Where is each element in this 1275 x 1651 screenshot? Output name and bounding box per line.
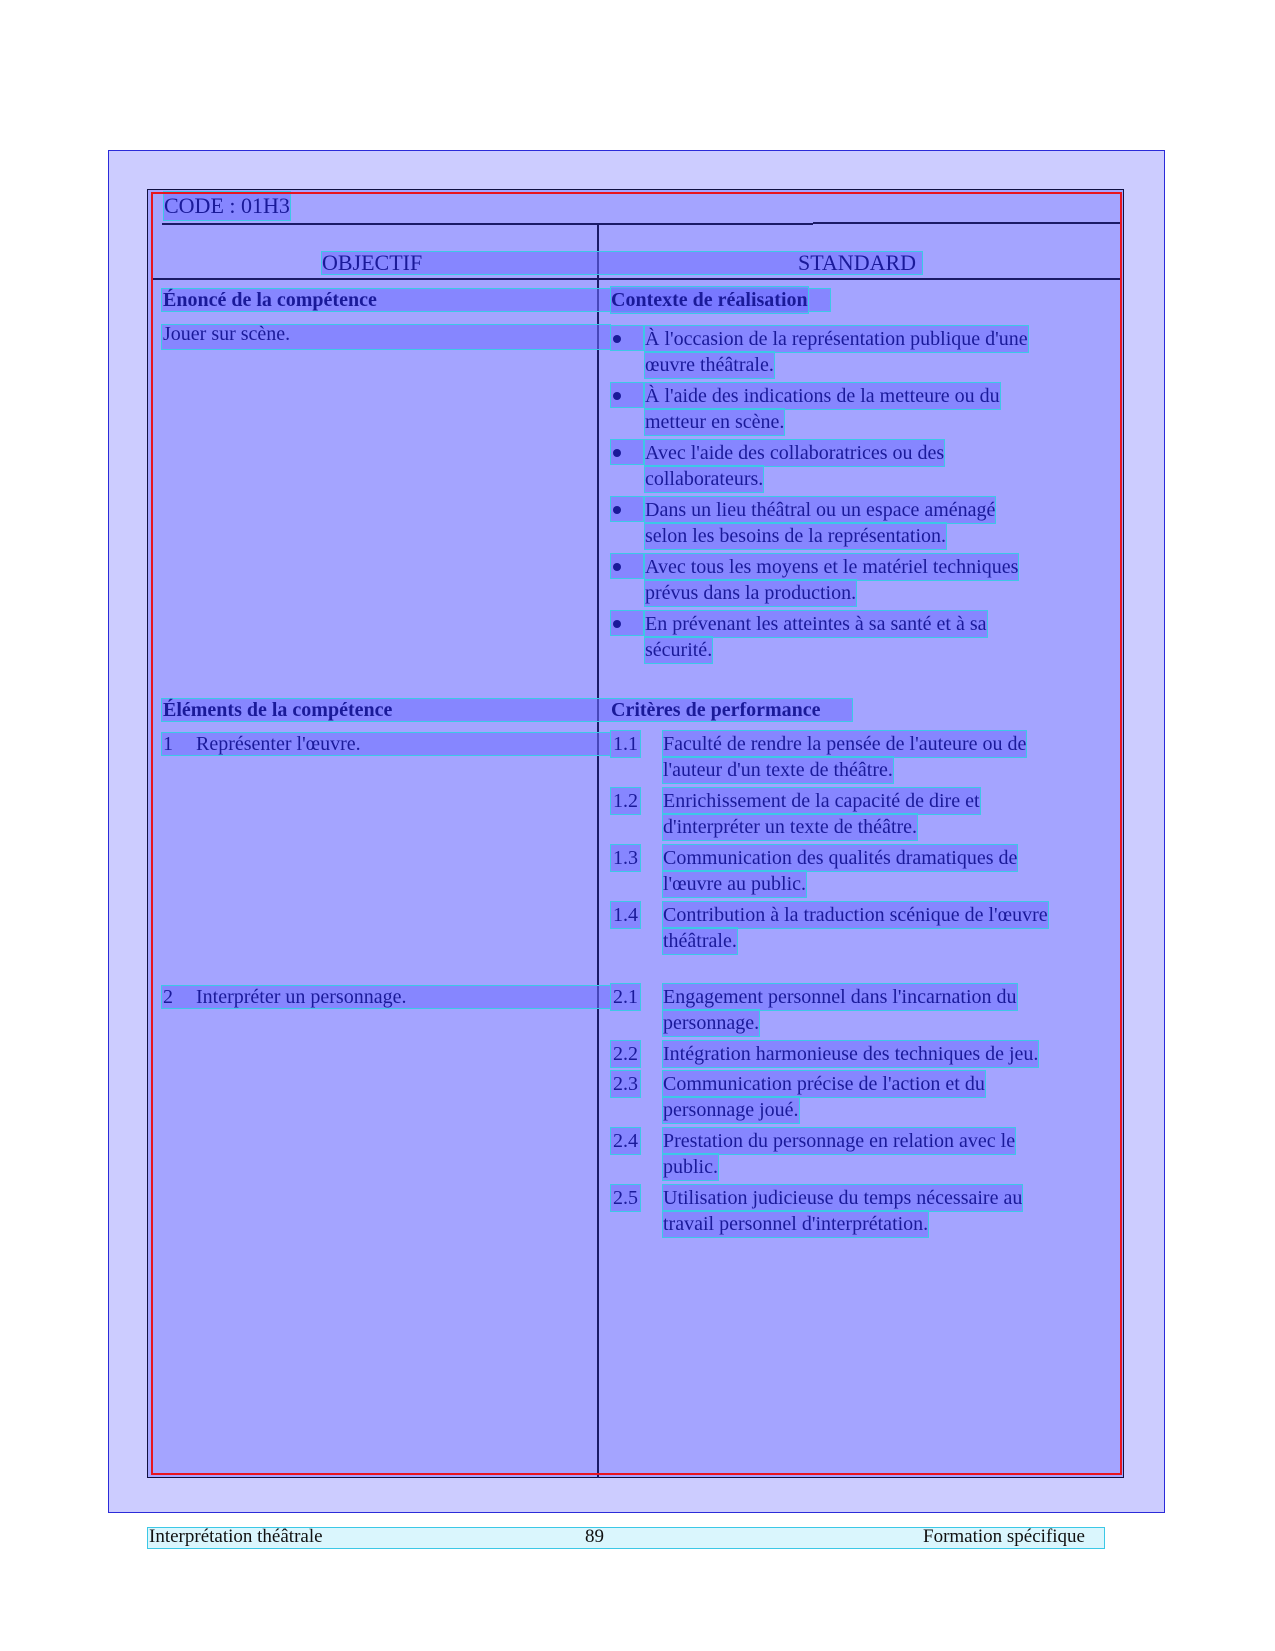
header-row-divider (151, 278, 1122, 280)
critere-line: travail personnel d'interprétation. (663, 1213, 929, 1235)
critere-number: 2.1 (613, 986, 638, 1008)
element-number: 1 (163, 733, 173, 755)
contexte-item-line: En prévenant les atteintes à sa santé et à sa (645, 613, 987, 635)
bullet-icon (611, 497, 643, 521)
criteres-title: Critères de performance (611, 699, 821, 721)
contexte-item-line: À l'occasion de la représentation publique d'une (645, 328, 1028, 350)
critere-line: l'auteur d'un texte de théâtre. (663, 759, 893, 781)
critere-line: Communication des qualités dramatiques de (663, 847, 1018, 869)
critere-number: 2.5 (613, 1187, 638, 1209)
critere-number: 2.2 (613, 1043, 638, 1065)
contexte-item-line: Avec tous les moyens et le matériel techniques (645, 556, 1019, 578)
contexte-item-line: prévus dans la production. (645, 582, 857, 604)
contexte-item-line: selon les besoins de la représentation. (645, 525, 947, 547)
element-number: 2 (163, 986, 173, 1008)
bullet-icon (611, 383, 643, 407)
bullet-icon (611, 611, 643, 635)
contexte-item-line: Avec l'aide des collaboratrices ou des (645, 442, 945, 464)
critere-line: Communication précise de l'action et du (663, 1073, 985, 1095)
bullet-icon (611, 326, 643, 350)
footer-left: Interprétation théâtrale (149, 1526, 323, 1547)
critere-line: Utilisation judicieuse du temps nécessaire au (663, 1187, 1023, 1209)
contexte-title: Contexte de réalisation (611, 289, 808, 311)
critere-line: l'œuvre au public. (663, 873, 807, 895)
code-row-divider-right (813, 222, 1122, 224)
column-header-standard: STANDARD (798, 250, 917, 275)
column-divider (597, 224, 599, 1478)
contexte-item-line: collaborateurs. (645, 468, 764, 490)
contexte-item-line: Dans un lieu théâtral ou un espace aménagé (645, 499, 996, 521)
critere-line: Enrichissement de la capacité de dire et (663, 790, 980, 812)
critere-line: personnage. (663, 1012, 760, 1034)
code-row-divider (162, 223, 813, 225)
critere-line: Intégration harmonieuse des techniques de jeu. (663, 1043, 1039, 1065)
element-text: Représenter l'œuvre. (196, 733, 361, 755)
contexte-item-line: sécurité. (645, 639, 713, 661)
contexte-item-line: metteur en scène. (645, 411, 785, 433)
critere-number: 1.4 (613, 904, 638, 926)
enonce-title: Énoncé de la compétence (163, 289, 377, 311)
element-text: Interpréter un personnage. (196, 986, 407, 1008)
critere-number: 1.3 (613, 847, 638, 869)
contexte-item-line: À l'aide des indications de la metteure ou du (645, 385, 1000, 407)
critere-line: théâtrale. (663, 930, 737, 952)
footer-right: Formation spécifique (923, 1526, 1085, 1547)
column-header-objectif: OBJECTIF (322, 250, 423, 275)
competency-code: CODE : 01H3 (164, 193, 290, 218)
contexte-item-line: œuvre théâtrale. (645, 354, 774, 376)
enonce-text: Jouer sur scène. (163, 323, 291, 345)
critere-line: Faculté de rendre la pensée de l'auteure ou de (663, 733, 1027, 755)
critere-line: personnage joué. (663, 1099, 799, 1121)
footer-page-number: 89 (585, 1526, 604, 1547)
critere-line: Contribution à la traduction scénique de l'œuvre (663, 904, 1048, 926)
critere-number: 2.3 (613, 1073, 638, 1095)
critere-line: public. (663, 1156, 718, 1178)
bullet-icon (611, 554, 643, 578)
critere-number: 1.2 (613, 790, 638, 812)
critere-line: d'interpréter un texte de théâtre. (663, 816, 918, 838)
critere-number: 1.1 (613, 733, 638, 755)
critere-line: Engagement personnel dans l'incarnation du (663, 986, 1017, 1008)
critere-line: Prestation du personnage en relation avec le (663, 1130, 1016, 1152)
critere-number: 2.4 (613, 1130, 638, 1152)
bullet-icon (611, 440, 643, 464)
elements-title: Éléments de la compétence (163, 699, 393, 721)
